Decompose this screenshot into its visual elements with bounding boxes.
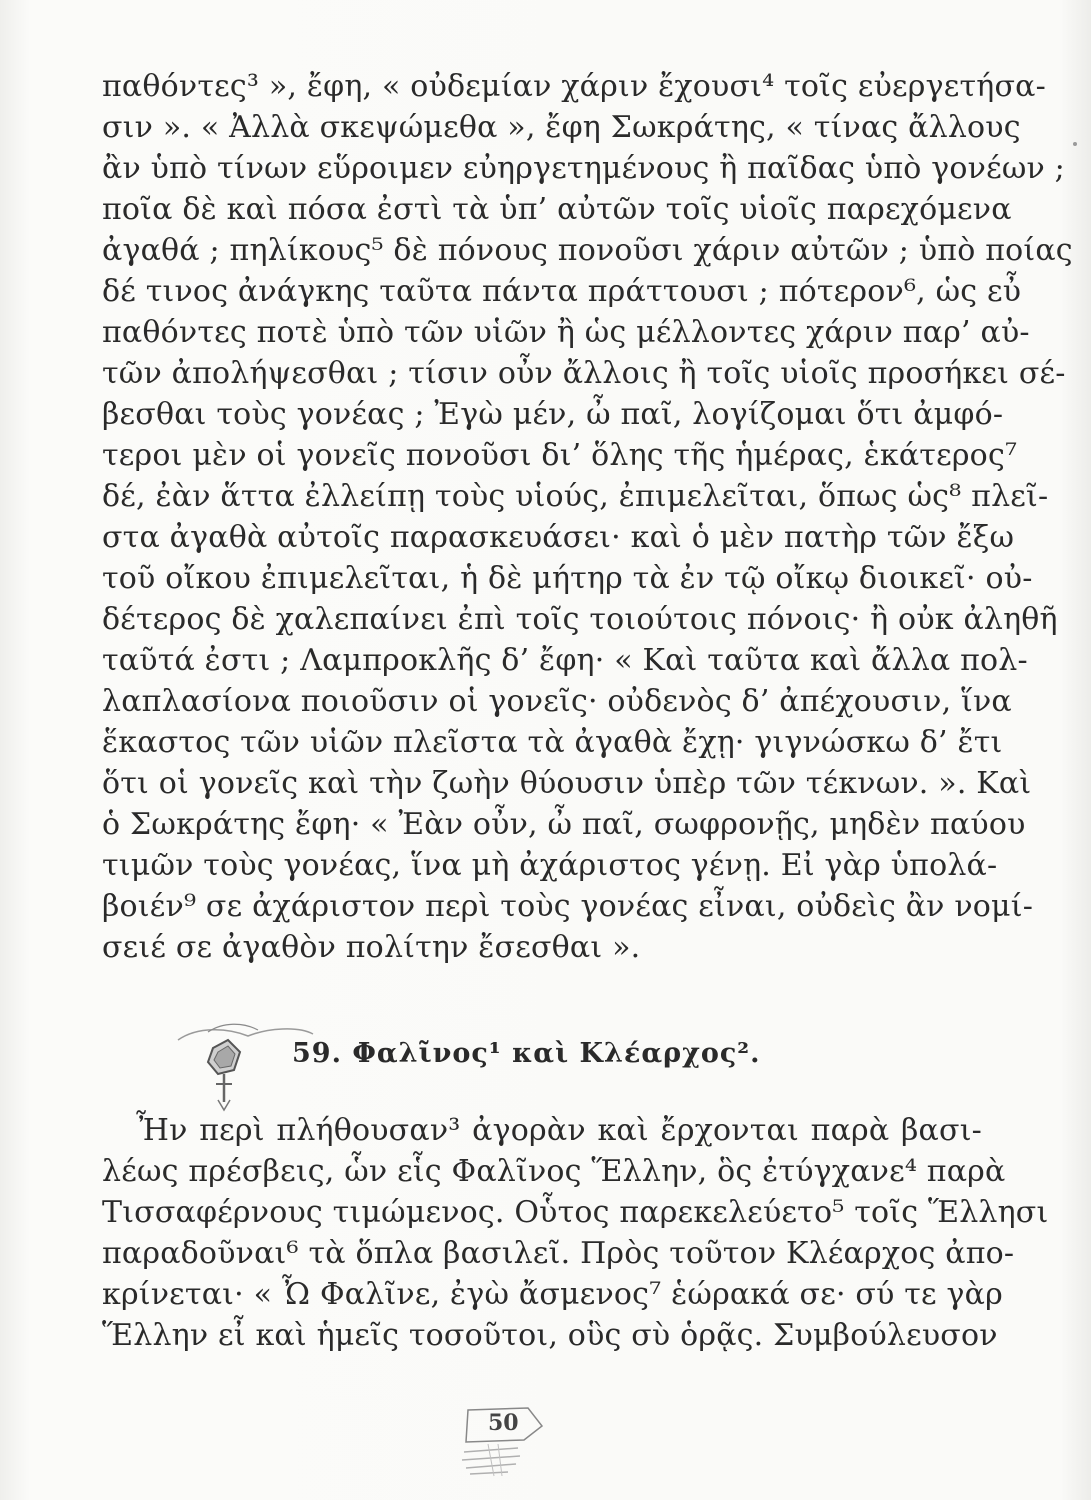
text-line: σιν ». « Ἀλλὰ σκεψώμεθα », ἔφη Σωκράτης, « τίνας ἄλλους [102,110,1021,145]
text-line: Ἦν περὶ πλήθουσαν³ ἀγορὰν καὶ ἔρχονται παρὰ βασι- [136,1113,982,1148]
text-line: τιμῶν τοὺς γονέας, ἵνα μὴ ἀχάριστος γένῃ. Εἰ γὰρ ὑπολά- [102,848,998,883]
page-number: 50 [488,1410,519,1436]
margin-dot-icon [1071,140,1079,148]
text-line: ποῖα δὲ καὶ πόσα ἐστὶ τὰ ὑπ’ αὐτῶν τοῖς υἱοῖς παρεχόμενα [102,192,1012,227]
text-line: Ἕλλην εἶ καὶ ἡμεῖς τοσοῦτοι, οὓς σὺ ὁρᾷς. Συμβούλευσον [102,1318,998,1353]
text-line: ταῦτά ἐστι ; Λαμπροκλῆς δ’ ἔφη· « Καὶ ταῦτα καὶ ἄλλα πολ- [102,643,1028,678]
text-line: βοιέν⁹ σε ἀχάριστον περὶ τοὺς γονέας εἶναι, οὐδεὶς ἂν νομί- [102,889,1034,924]
paragraph-a [102,66,1073,968]
text-line: σειέ σε ἀγαθὸν πολίτην ἔσεσθαι ». [102,930,641,965]
text-line: βεσθαι τοὺς γονέας ; Ἐγὼ μέν, ὦ παῖ, λογίζομαι ὅτι ἀμφό- [102,397,1004,432]
section-heading: 59. Φαλῖνος¹ καὶ Κλέαρχος². [292,1038,761,1069]
text-line: δέτερος δὲ χαλεπαίνει ἐπὶ τοῖς τοιούτοις πόνοις· ἢ οὐκ ἀληθῆ [102,602,1058,637]
text-line: τοῦ οἴκου ἐπιμελεῖται, ἡ δὲ μήτηρ τὰ ἐν τῷ οἴκῳ διοικεῖ· οὐ- [102,561,1033,596]
text-line: ἕκαστος τῶν υἱῶν πλεῖστα τὰ ἀγαθὰ ἔχῃ· γιγνώσκω δ’ ἔτι [102,725,1003,760]
text-line: δέ τινος ἀνάγκης ταῦτα πάντα πράττουσι ; πότερον⁶, ὡς εὖ [102,274,1022,309]
text-line: ὅτι οἱ γονεῖς καὶ τὴν ζωὴν θύουσιν ὑπὲρ τῶν τέκνων. ». Καὶ [102,766,1032,801]
text-line: λαπλασίονα ποιοῦσιν οἱ γονεῖς· οὐδενὸς δ’ ἀπέχουσιν, ἵνα [102,684,1012,719]
text-line: τῶν ἀπολήψεσθαι ; τίσιν οὖν ἄλλοις ἢ τοῖς υἱοῖς προσήκει σέ- [102,356,1066,391]
text-line: ἂν ὑπὸ τίνων εὕροιμεν εὐηργετημένους ἢ παῖδας ὑπὸ γονέων ; [102,151,1065,186]
paragraph-b [102,1110,1049,1356]
text-line: τεροι μὲν οἱ γονεῖς πονοῦσι δι’ ὅλης τῆς ἡμέρας, ἑκάτερος⁷ [102,438,1018,473]
text-line: λέως πρέσβεις, ὧν εἷς Φαλῖνος Ἕλλην, ὃς ἐτύγχανε⁴ παρὰ [102,1154,1006,1189]
text-line: ἀγαθά ; πηλίκους⁵ δὲ πόνους πονοῦσι χάριν αὐτῶν ; ὑπὸ ποίας [102,233,1073,268]
text-line: παθόντες ποτὲ ὑπὸ τῶν υἱῶν ἢ ὡς μέλλοντες χάριν παρ’ αὐ- [102,315,1030,350]
text-line: δέ, ἐὰν ἅττα ἐλλείπῃ τοὺς υἱούς, ἐπιμελεῖται, ὅπως ὡς⁸ πλεῖ- [102,479,1049,514]
text-line: παθόντες³ », ἔφη, « οὐδεμίαν χάριν ἔχουσι⁴ τοῖς εὐεργετήσα- [102,69,1046,104]
text-line: στα ἀγαθὰ αὐτοῖς παρασκευάσει· καὶ ὁ μὲν πατὴρ τῶν ἔξω [102,520,1015,555]
text-line: παραδοῦναι⁶ τὰ ὅπλα βασιλεῖ. Πρὸς τοῦτον Κλέαρχος ἀπο- [102,1236,1015,1271]
text-line: Τισσαφέρνους τιμώμενος. Οὗτος παρεκελεύετο⁵ τοῖς Ἕλλησι [102,1195,1049,1230]
text-line: κρίνεται· « Ὦ Φαλῖνε, ἐγὼ ἄσμενος⁷ ἑώρακά σε· σύ τε γὰρ [102,1277,1003,1312]
text-line: ὁ Σωκράτης ἔφη· « Ἐὰν οὖν, ὦ παῖ, σωφρονῇς, μηδὲν παύου [102,807,1026,842]
